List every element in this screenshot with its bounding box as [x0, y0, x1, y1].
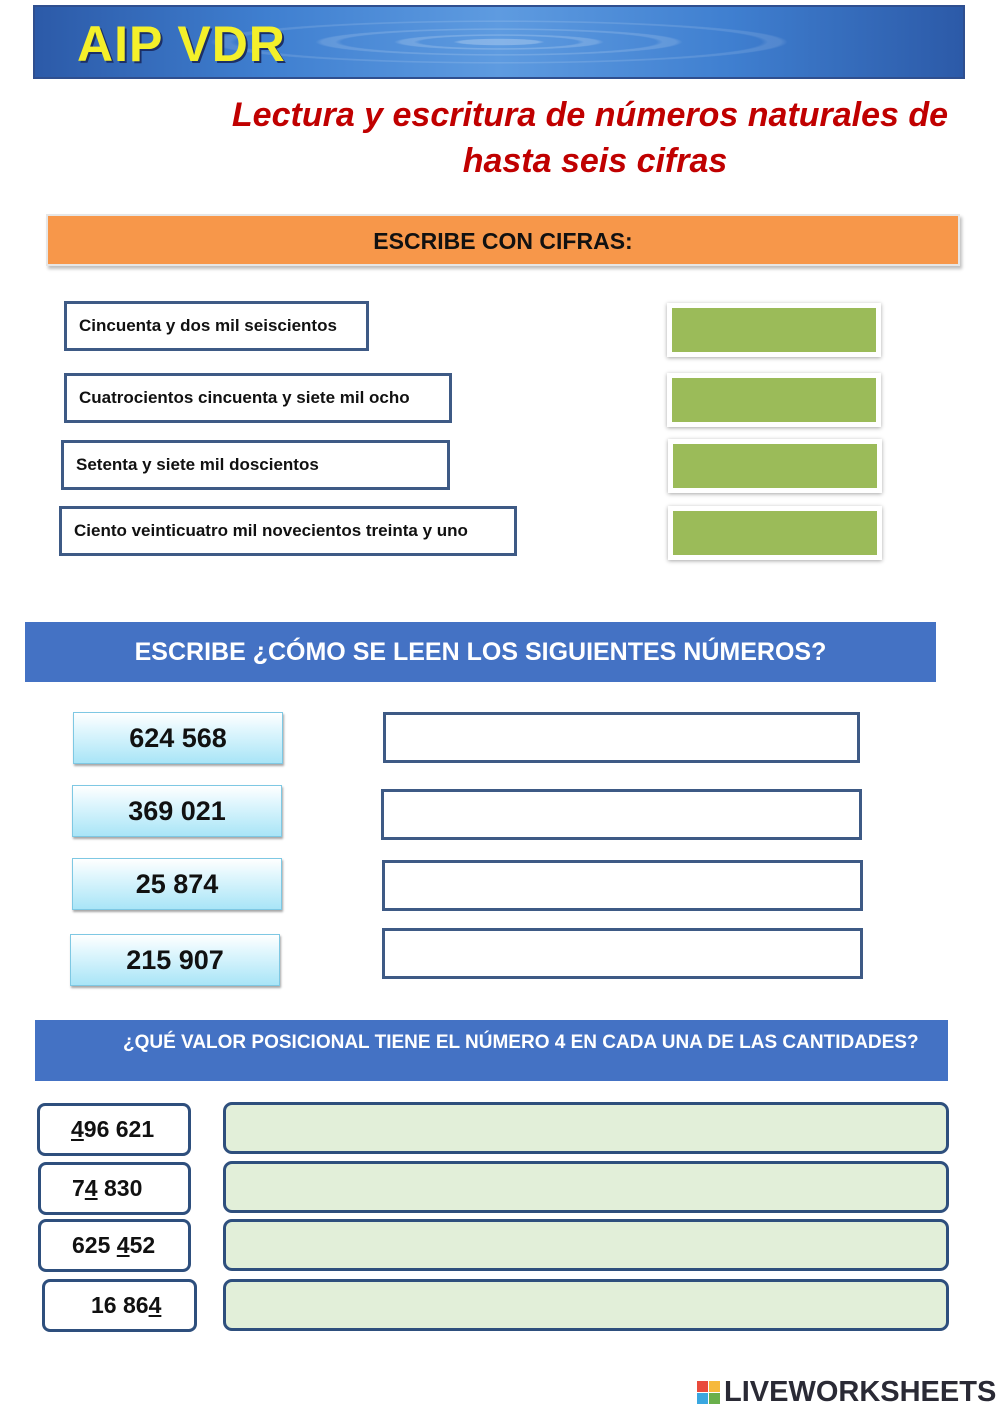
number-box: 624 568 [73, 712, 283, 764]
answer-field-words[interactable] [383, 712, 860, 763]
place-value-number [38, 1162, 191, 1215]
answer-field-place-value[interactable] [223, 1219, 949, 1271]
section-header-write-digits: ESCRIBE CON CIFRAS: [46, 214, 960, 266]
answer-field-digits[interactable] [667, 303, 881, 357]
header-banner [33, 5, 965, 79]
answer-field-digits[interactable] [667, 373, 881, 427]
answer-field-digits[interactable] [668, 439, 882, 493]
page-title [220, 92, 960, 184]
number-box: 369 021 [72, 785, 282, 837]
liveworksheets-logo-icon [697, 1381, 721, 1405]
page-title-line-2: hasta seis cifras [462, 142, 728, 180]
number-prefix: 625 [72, 1232, 117, 1258]
number-box: 215 907 [70, 934, 280, 986]
word-number-box: Setenta y siete mil doscientos [61, 440, 450, 490]
answer-field-place-value[interactable] [223, 1279, 949, 1331]
place-value-number [42, 1279, 197, 1332]
number-prefix: 16 86 [91, 1292, 149, 1318]
page-title-line-1: Lectura y escritura de números naturales de [231, 96, 949, 134]
number-suffix: 830 [97, 1175, 143, 1201]
place-value-number [37, 1103, 191, 1156]
number-box: 25 874 [72, 858, 282, 910]
answer-field-place-value[interactable] [223, 1102, 949, 1154]
answer-field-words[interactable] [381, 789, 862, 840]
word-number-box: Cincuenta y dos mil seiscientos [64, 301, 369, 351]
underlined-digit: 4 [71, 1116, 84, 1142]
word-number-box: Ciento veinticuatro mil novecientos treinta y uno [59, 506, 517, 556]
answer-field-digits[interactable] [668, 506, 882, 560]
underlined-digit: 4 [148, 1292, 162, 1318]
logo-text: LIVEWORKSHEETS [724, 1376, 997, 1408]
answer-field-words[interactable] [382, 928, 863, 979]
place-value-number [38, 1219, 191, 1272]
answer-field-place-value[interactable] [223, 1161, 949, 1213]
underlined-digit: 4 [84, 1175, 98, 1201]
number-suffix: 52 [129, 1232, 156, 1258]
number-suffix: 96 621 [83, 1116, 155, 1142]
underlined-digit: 4 [116, 1232, 130, 1258]
word-number-box: Cuatrocientos cincuenta y siete mil ocho [64, 373, 452, 423]
section-header-place-value: ¿QUÉ VALOR POSICIONAL TIENE EL NÚMERO 4 EN CADA UNA DE LAS CANTIDADES? [35, 1020, 948, 1081]
liveworksheets-logo [697, 1376, 997, 1410]
banner-title: AIP VDR [77, 16, 286, 72]
section-header-read-numbers: ESCRIBE ¿CÓMO SE LEEN LOS SIGUIENTES NÚMEROS? [25, 622, 936, 682]
answer-field-words[interactable] [382, 860, 863, 911]
number-prefix: 7 [72, 1175, 85, 1201]
